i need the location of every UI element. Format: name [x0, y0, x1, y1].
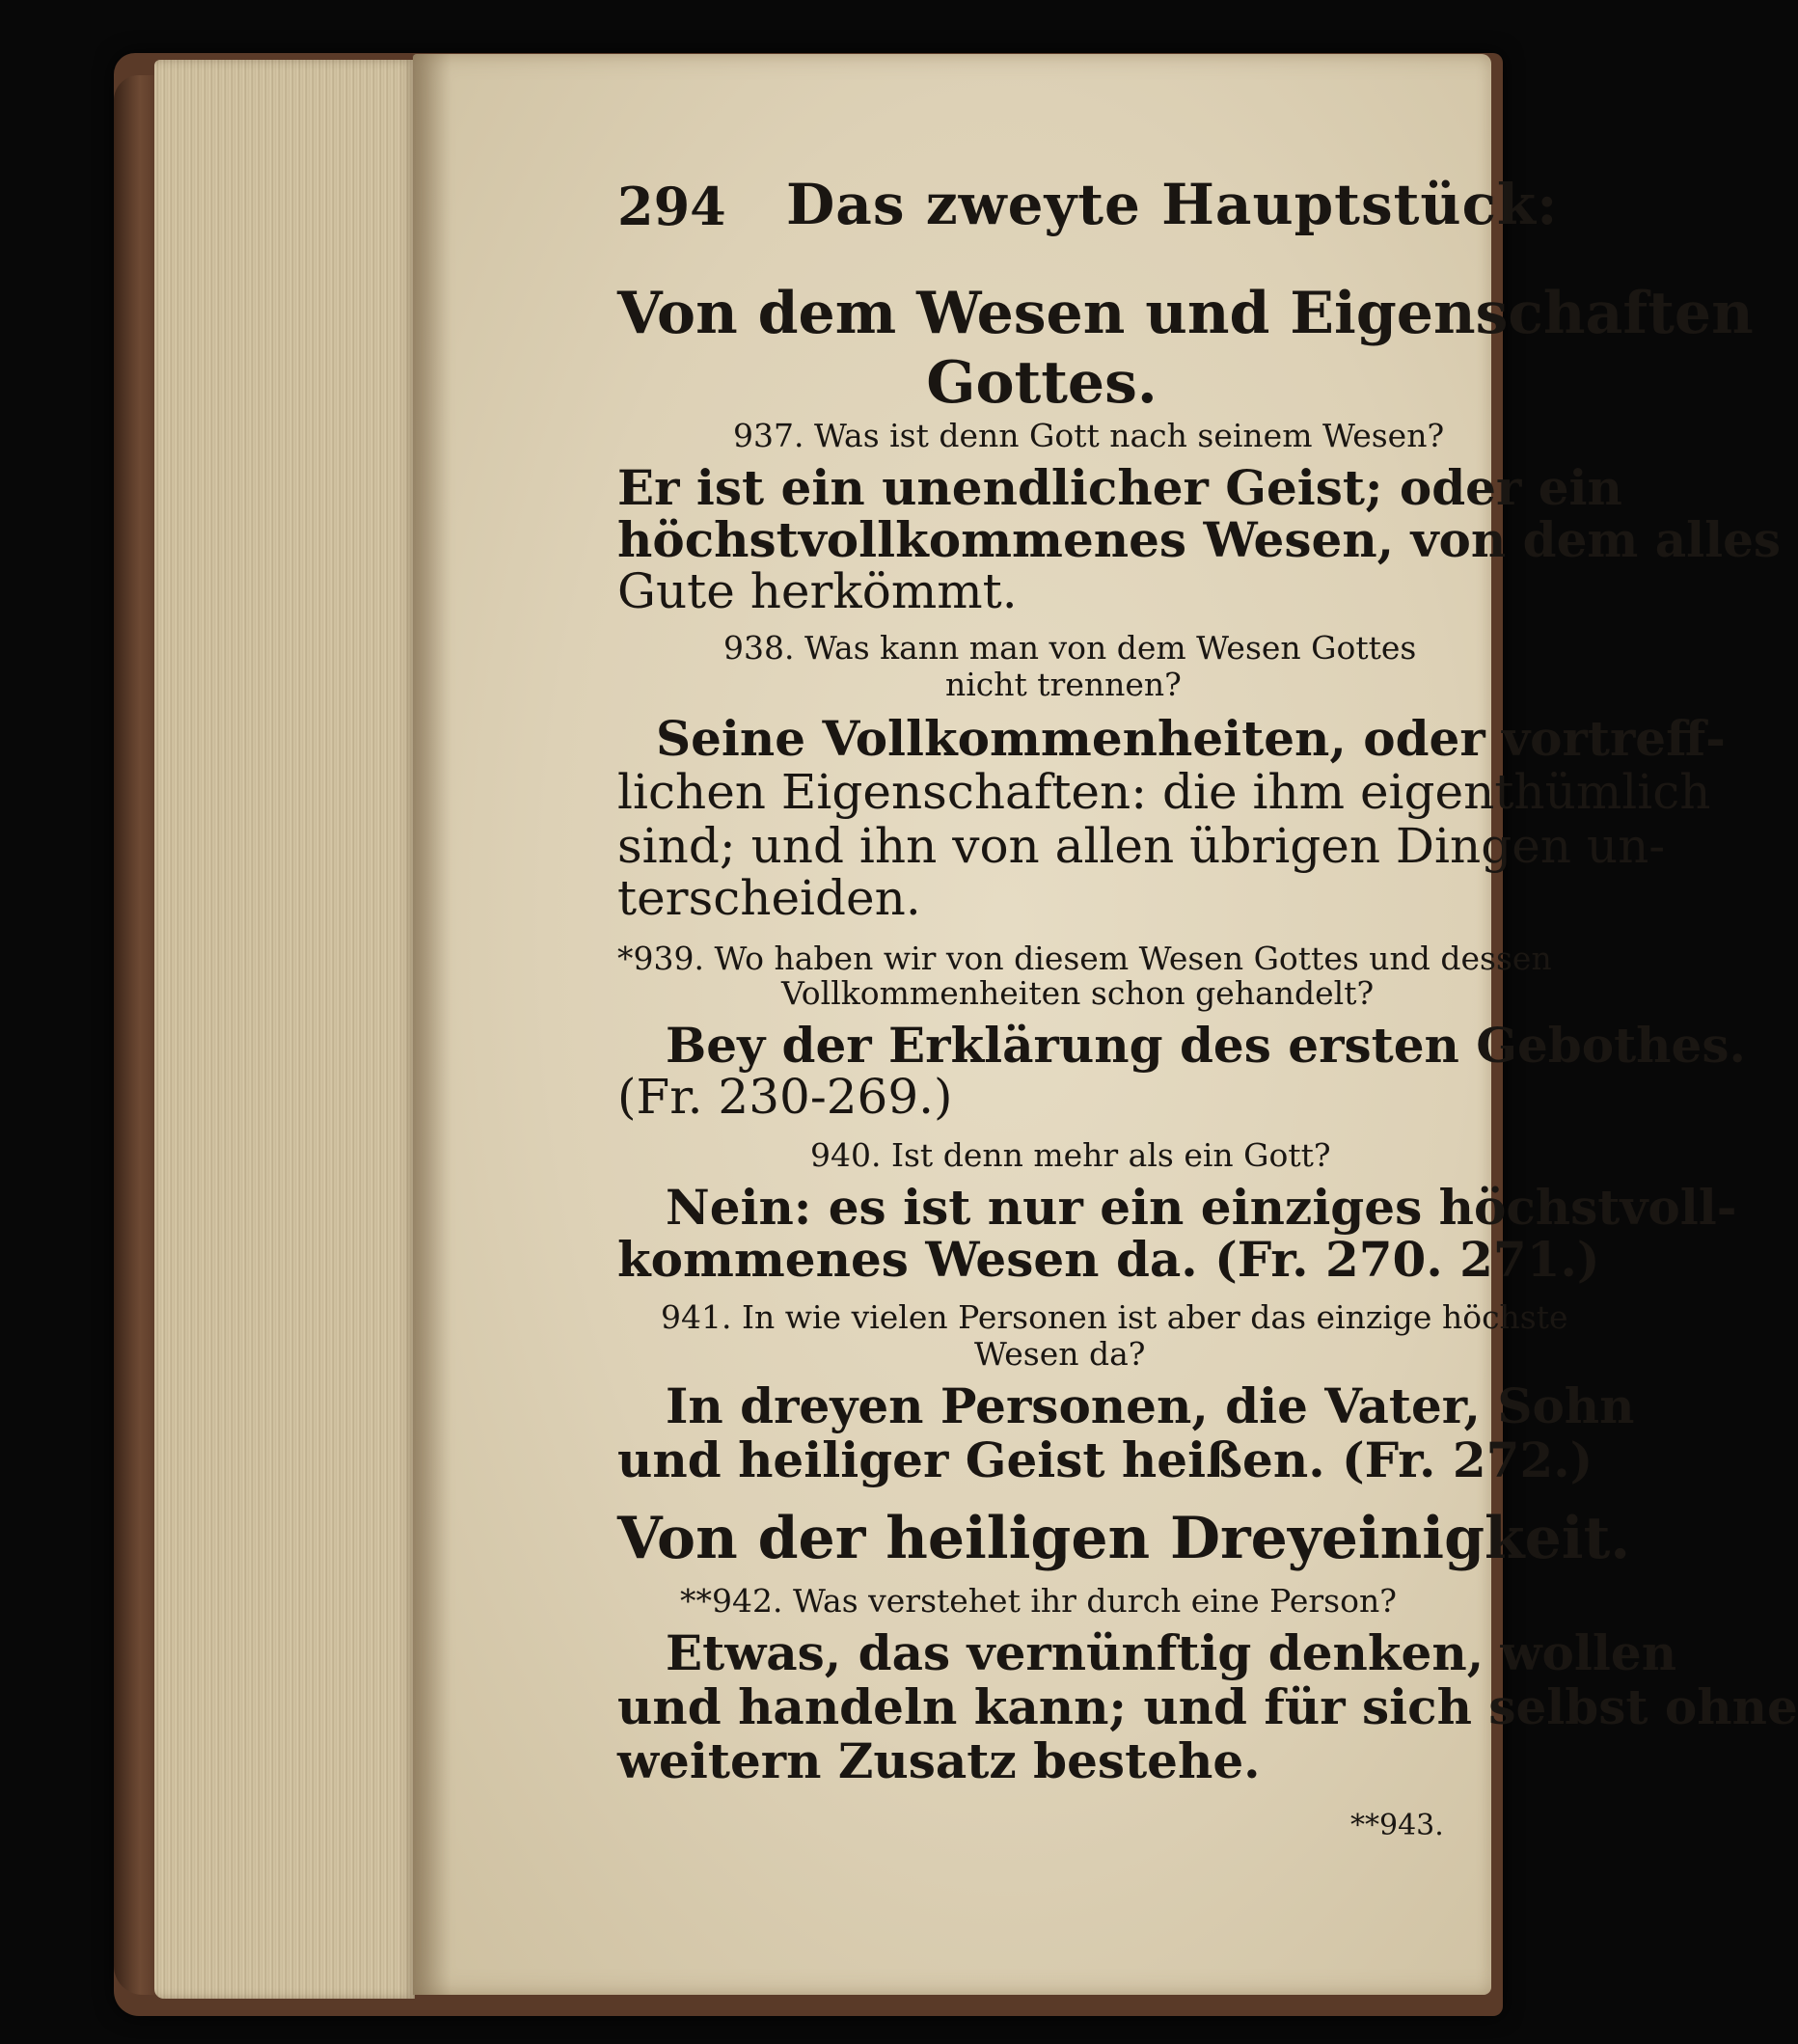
answer-line: (Fr. 230-269.) [617, 1069, 953, 1125]
answer-line: kommenes Wesen da. (Fr. 270. 271.) [617, 1231, 1600, 1288]
gutter-shadow [413, 54, 451, 1995]
answer-line: und heiliger Geist heißen. (Fr. 272.) [617, 1431, 1594, 1488]
answer-line: Nein: es ist nur ein einziges höchstvoll- [666, 1179, 1737, 1236]
question: 941. In wie vielen Personen ist aber das einzige höchste [661, 1298, 1568, 1336]
page-number: 294 [617, 176, 726, 237]
section-title-line: Von der heiligen Dreyeinigkeit. [617, 1505, 1631, 1572]
catchword: **943. [1350, 1809, 1444, 1842]
answer-line: weitern Zusatz bestehe. [617, 1732, 1261, 1789]
running-title: Das zweyte Hauptstück: [786, 172, 1559, 237]
answer-line: In dreyen Personen, die Vater, Sohn [666, 1377, 1635, 1434]
answer-line: und handeln kann; und für sich selbst ohne [617, 1678, 1798, 1735]
question: **942. Was verstehet ihr durch eine Person? [680, 1582, 1397, 1620]
answer-line: Seine Vollkommenheiten, oder vortreff- [656, 710, 1726, 767]
question: Wesen da? [974, 1335, 1146, 1373]
answer-line: terscheiden. [617, 870, 921, 926]
answer-line: höchstvollkommenes Wesen, von dem alles [617, 511, 1782, 568]
answer-line: Etwas, das vernünftig denken, wollen [666, 1624, 1677, 1681]
answer-line: sind; und ihn von allen übrigen Dingen un- [617, 818, 1666, 874]
section-title-line: Gottes. [926, 349, 1158, 417]
question: 937. Was ist denn Gott nach seinem Wesen? [733, 417, 1445, 454]
answer-line: Er ist ein unendlicher Geist; oder ein [617, 459, 1622, 516]
question: 938. Was kann man von dem Wesen Gottes [723, 629, 1417, 667]
answer-line: Gute herkömmt. [617, 563, 1018, 619]
question: 940. Ist denn mehr als ein Gott? [810, 1136, 1331, 1174]
section-title-line: Von dem Wesen und Eigenschaften [617, 280, 1754, 347]
question: nicht trennen? [945, 666, 1182, 703]
page-edges [154, 60, 415, 1999]
answer-line: lichen Eigenschaften: die ihm eigenthümlich [617, 764, 1711, 820]
question: *939. Wo haben wir von diesem Wesen Gottes und dessen [617, 940, 1552, 977]
answer-line: Bey der Erklärung des ersten Gebothes. [666, 1017, 1746, 1074]
question: Vollkommenheiten schon gehandelt? [781, 974, 1375, 1012]
